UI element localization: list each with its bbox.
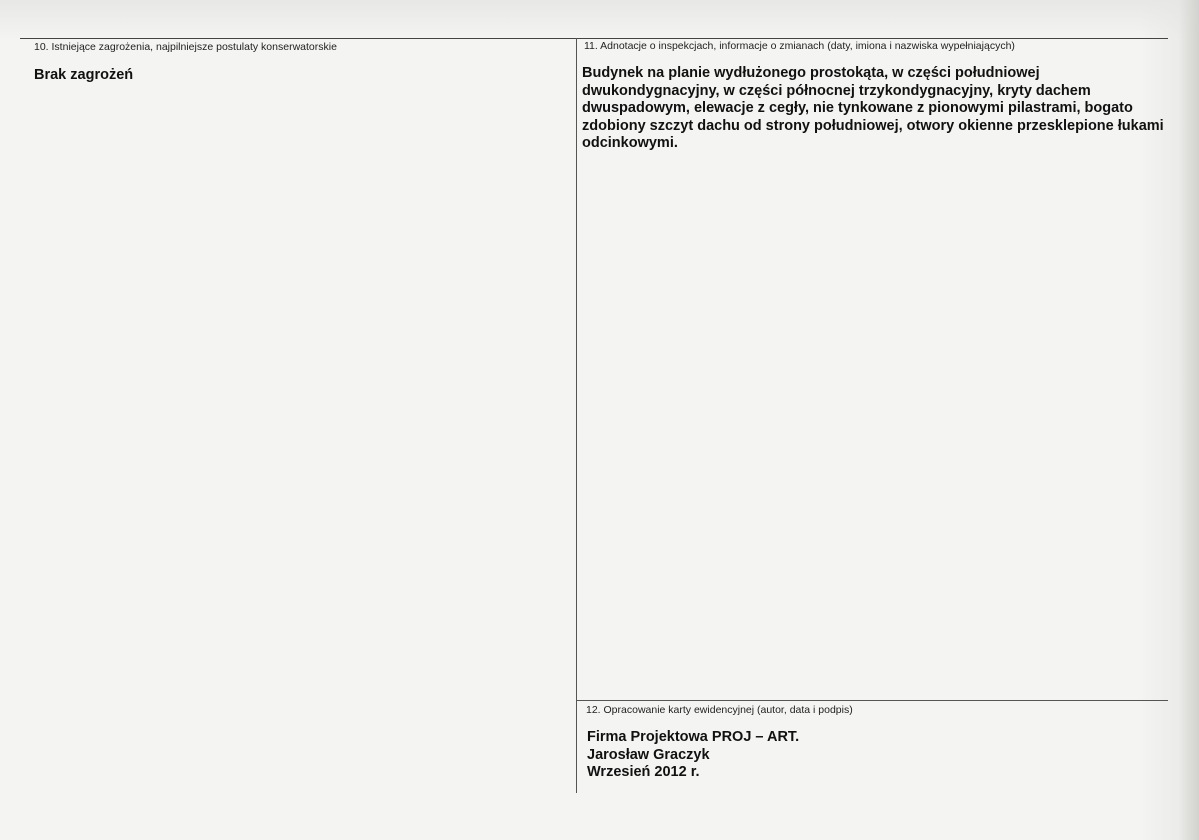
section-11-line: dwuspadowym, elewacje z cegły, nie tynkowane z pionowymi pilastrami, bogato [582, 100, 1133, 116]
section-12-line: Wrzesień 2012 r. [587, 764, 700, 780]
section-11-line: Budynek na planie wydłużonego prostokąta, w części południowej [582, 65, 1040, 81]
section-12-content [587, 729, 799, 782]
header-rule [20, 38, 1168, 39]
section-12-rule [577, 700, 1168, 701]
section-10-content: Brak zagrożeń [34, 67, 134, 83]
column-divider [576, 38, 577, 793]
section-11-content [582, 65, 1162, 153]
section-11-label: 11. Adnotacje o inspekcjach, informacje o zmianach (daty, imiona i nazwiska wypełniających) [584, 40, 1015, 52]
section-12-line: Firma Projektowa PROJ – ART. [587, 729, 800, 745]
section-12-label: 12. Opracowanie karty ewidencyjnej (autor, data i podpis) [586, 704, 853, 716]
scan-edge-shade [1179, 0, 1199, 840]
section-10-label: 10. Istniejące zagrożenia, najpilniejsze postulaty konserwatorskie [34, 41, 337, 53]
section-11-line: odcinkowymi. [582, 135, 678, 151]
section-11-line: dwukondygnacyjny, w części północnej trzykondygnacyjny, kryty dachem [582, 82, 1091, 99]
section-12-line: Jarosław Graczyk [587, 746, 710, 763]
section-11-line: zdobiony szczyt dachu od strony południowej, otwory okienne przesklepione łukami [582, 117, 1164, 134]
